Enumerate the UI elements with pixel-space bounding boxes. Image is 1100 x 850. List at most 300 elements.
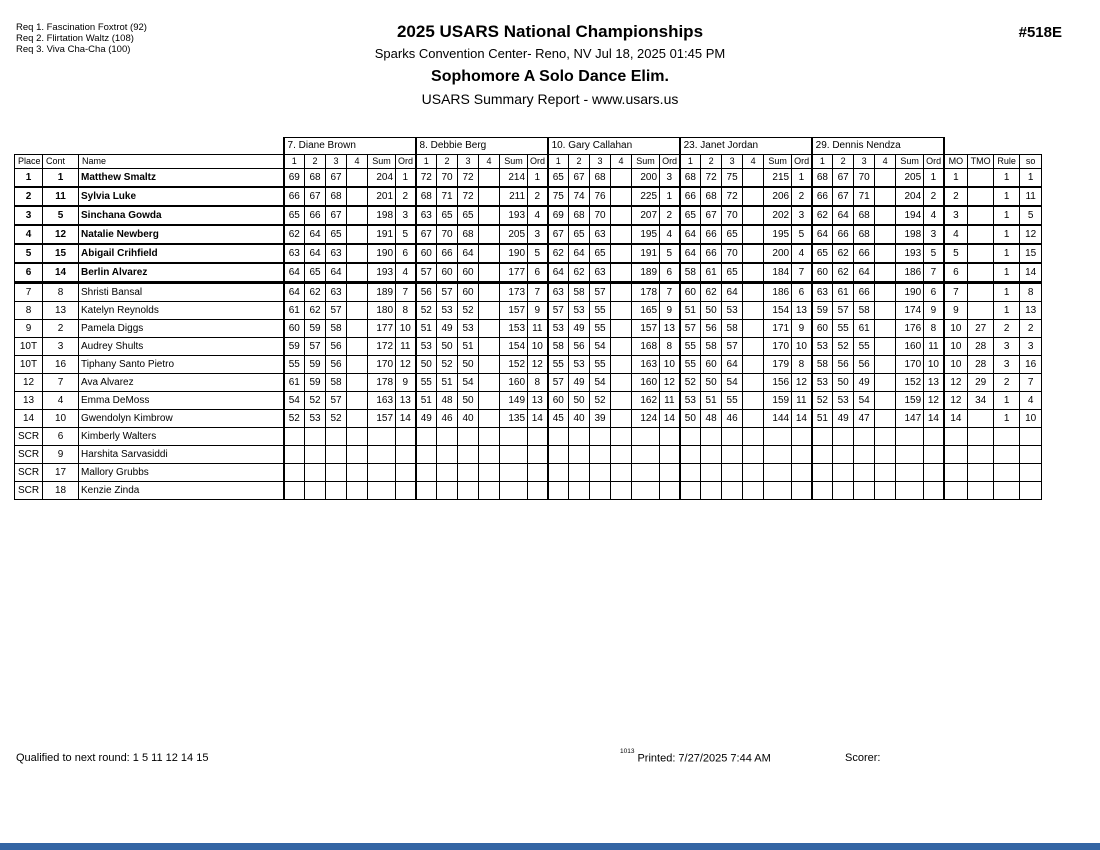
ordinal-cell [924, 464, 944, 482]
score-cell [416, 482, 437, 500]
ordinal-cell: 6 [792, 283, 812, 302]
score-cell: 58 [548, 338, 569, 356]
sum-cell: 152 [896, 374, 924, 392]
score-cell: 70 [437, 225, 458, 244]
sum-cell: 201 [368, 187, 396, 206]
score-cell [347, 374, 368, 392]
score-cell [548, 482, 569, 500]
skater-name-cell: Natalie Newberg [79, 225, 284, 244]
result-row [15, 263, 1042, 283]
ordinal-cell: 9 [528, 302, 548, 320]
place-cell: 6 [15, 263, 43, 283]
sum-cell: 172 [368, 338, 396, 356]
tmo-cell [968, 263, 994, 283]
tmo-cell [968, 446, 994, 464]
ordinal-cell [660, 464, 680, 482]
rule-cell: 1 [994, 206, 1020, 225]
score-cell: 72 [458, 187, 479, 206]
score-cell: 68 [458, 225, 479, 244]
event-title: Sophomore A Solo Dance Elim. [431, 68, 669, 85]
score-cell: 67 [569, 169, 590, 188]
score-cell [743, 169, 764, 188]
rule-cell: 1 [994, 225, 1020, 244]
score-cell [284, 428, 305, 446]
mo-cell: 12 [944, 374, 968, 392]
sum-cell: 144 [764, 410, 792, 428]
so-cell: 11 [1020, 187, 1042, 206]
score-cell [722, 482, 743, 500]
score-cell: 53 [569, 302, 590, 320]
mo-cell [944, 482, 968, 500]
score-cell [875, 320, 896, 338]
score-cell [347, 283, 368, 302]
sum-cell: 177 [500, 263, 528, 283]
score-cell: 55 [284, 356, 305, 374]
ordinal-cell [792, 446, 812, 464]
score-cell: 64 [854, 263, 875, 283]
report-subtitle: USARS Summary Report - www.usars.us [421, 91, 679, 107]
skater-name-cell: Sylvia Luke [79, 187, 284, 206]
sum-cell: 177 [368, 320, 396, 338]
score-cell [437, 464, 458, 482]
sum-cell: 191 [632, 244, 660, 263]
score-cell [326, 482, 347, 500]
score-cell: 67 [833, 169, 854, 188]
score-cell: 64 [680, 244, 701, 263]
score-cell [743, 446, 764, 464]
score-cell [875, 302, 896, 320]
ordinal-cell: 13 [924, 374, 944, 392]
score-cell: 55 [833, 320, 854, 338]
score-cell: 60 [701, 356, 722, 374]
score-cell [458, 482, 479, 500]
score-cell [854, 464, 875, 482]
sum-cell: 153 [500, 320, 528, 338]
ordinal-cell: 13 [660, 320, 680, 338]
ordinal-cell [792, 428, 812, 446]
score-cell: 56 [326, 338, 347, 356]
score-cell: 46 [722, 410, 743, 428]
score-cell: 70 [854, 169, 875, 188]
place-cell: 1 [15, 169, 43, 188]
skater-name-cell: Katelyn Reynolds [79, 302, 284, 320]
sum-cell: 174 [896, 302, 924, 320]
score-cell: 64 [326, 263, 347, 283]
score-cell [743, 320, 764, 338]
sum-cell: 124 [632, 410, 660, 428]
skater-name-cell: Mallory Grubbs [79, 464, 284, 482]
so-cell: 1 [1020, 169, 1042, 188]
sum-cell [764, 446, 792, 464]
rule-cell: 2 [994, 374, 1020, 392]
sum-cell: 160 [896, 338, 924, 356]
so-cell [1020, 446, 1042, 464]
sum-cell: 184 [764, 263, 792, 283]
ordinal-cell [396, 428, 416, 446]
column-header-row [15, 155, 1042, 169]
contestant-number-cell: 1 [43, 169, 79, 188]
score-cell: 68 [854, 225, 875, 244]
skater-name-cell: Pamela Diggs [79, 320, 284, 338]
score-cell [326, 464, 347, 482]
place-cell: 5 [15, 244, 43, 263]
score-cell [479, 392, 500, 410]
score-cell: 68 [812, 169, 833, 188]
tmo-cell: 29 [968, 374, 994, 392]
score-cell [812, 482, 833, 500]
scorer-label: Scorer: [845, 752, 881, 764]
score-cell [722, 446, 743, 464]
so-cell [1020, 428, 1042, 446]
score-cell [437, 446, 458, 464]
ordinal-cell: 11 [660, 392, 680, 410]
mo-cell: 10 [944, 356, 968, 374]
ordinal-cell: 14 [660, 410, 680, 428]
rule-cell: 1 [994, 283, 1020, 302]
ordinal-cell [528, 446, 548, 464]
sum-cell: 194 [896, 206, 924, 225]
rule-cell [994, 428, 1020, 446]
score-cell: 75 [722, 169, 743, 188]
sum-cell [764, 482, 792, 500]
mo-cell: 5 [944, 244, 968, 263]
score-cell: 65 [437, 206, 458, 225]
score-cell: 50 [701, 302, 722, 320]
score-cell [284, 482, 305, 500]
sum-cell: 179 [764, 356, 792, 374]
score-cell: 48 [701, 410, 722, 428]
score-cell [458, 446, 479, 464]
sum-cell: 189 [632, 263, 660, 283]
judge-subheader-3: 3 [458, 155, 479, 169]
ordinal-cell: 9 [396, 374, 416, 392]
score-cell: 66 [812, 187, 833, 206]
sum-cell [896, 428, 924, 446]
score-cell: 65 [284, 206, 305, 225]
sum-cell: 193 [500, 206, 528, 225]
score-cell [611, 225, 632, 244]
tmo-cell [968, 187, 994, 206]
contestant-number-cell: 11 [43, 187, 79, 206]
score-cell: 60 [812, 263, 833, 283]
sum-cell: 168 [632, 338, 660, 356]
so-cell: 3 [1020, 338, 1042, 356]
score-cell: 53 [416, 338, 437, 356]
skater-name-cell: Ava Alvarez [79, 374, 284, 392]
championship-title: 2025 USARS National Championships [396, 22, 704, 41]
score-cell: 58 [722, 320, 743, 338]
sum-cell: 206 [764, 187, 792, 206]
score-cell: 51 [812, 410, 833, 428]
score-cell: 64 [722, 356, 743, 374]
score-cell [611, 482, 632, 500]
judge-subheader-1: 1 [284, 155, 305, 169]
score-cell: 54 [590, 338, 611, 356]
result-row [15, 374, 1042, 392]
judge-subheader-1: 1 [680, 155, 701, 169]
score-cell: 57 [305, 338, 326, 356]
sum-cell: 207 [632, 206, 660, 225]
sum-cell: 200 [764, 244, 792, 263]
sum-cell [896, 446, 924, 464]
score-cell [743, 374, 764, 392]
score-cell: 65 [590, 244, 611, 263]
sum-cell: 204 [896, 187, 924, 206]
score-cell: 63 [548, 283, 569, 302]
score-cell: 51 [437, 374, 458, 392]
score-cell: 49 [416, 410, 437, 428]
sum-cell: 198 [896, 225, 924, 244]
score-cell [284, 464, 305, 482]
rule-cell: 1 [994, 169, 1020, 188]
score-cell: 68 [416, 187, 437, 206]
score-cell: 55 [590, 356, 611, 374]
column-header-so: so [1020, 155, 1042, 169]
judge-header-row [15, 138, 1042, 155]
score-cell: 70 [722, 206, 743, 225]
score-cell: 49 [437, 320, 458, 338]
sum-cell [500, 446, 528, 464]
judge-subheader-sum: Sum [500, 155, 528, 169]
score-cell: 58 [812, 356, 833, 374]
contestant-number-cell: 5 [43, 206, 79, 225]
printed-line [620, 748, 771, 765]
place-cell: 12 [15, 374, 43, 392]
sum-cell [368, 464, 396, 482]
sum-cell: 147 [896, 410, 924, 428]
result-row [15, 187, 1042, 206]
score-cell [833, 482, 854, 500]
score-cell [437, 482, 458, 500]
ordinal-cell: 2 [924, 187, 944, 206]
sum-cell: 191 [368, 225, 396, 244]
score-cell [743, 187, 764, 206]
score-cell: 65 [680, 206, 701, 225]
place-cell: 9 [15, 320, 43, 338]
score-cell [479, 356, 500, 374]
sum-cell: 157 [500, 302, 528, 320]
sum-cell: 170 [896, 356, 924, 374]
contestant-number-cell: 2 [43, 320, 79, 338]
skater-name-cell: Matthew Smaltz [79, 169, 284, 188]
judge-subheader-2: 2 [305, 155, 326, 169]
rule-cell: 1 [994, 302, 1020, 320]
sum-cell: 178 [368, 374, 396, 392]
column-header-cont: Cont [43, 155, 79, 169]
score-cell [875, 338, 896, 356]
judge-subheader-ord: Ord [396, 155, 416, 169]
score-cell: 67 [326, 169, 347, 188]
ordinal-cell: 1 [660, 187, 680, 206]
score-cell: 45 [548, 410, 569, 428]
score-cell: 50 [569, 392, 590, 410]
score-cell: 64 [458, 244, 479, 263]
req-line-3: Req 3. Viva Cha-Cha (100) [16, 44, 131, 55]
score-cell [479, 464, 500, 482]
score-cell [569, 428, 590, 446]
score-cell: 55 [590, 320, 611, 338]
sum-cell: 190 [896, 283, 924, 302]
ordinal-cell [924, 446, 944, 464]
score-cell: 49 [569, 320, 590, 338]
score-cell: 69 [548, 206, 569, 225]
score-cell [611, 206, 632, 225]
sum-cell [896, 482, 924, 500]
sum-cell [368, 482, 396, 500]
skater-name-cell: Tiphany Santo Pietro [79, 356, 284, 374]
footnote-mark: 1013 [620, 748, 635, 755]
score-cell: 53 [569, 356, 590, 374]
sum-cell: 170 [368, 356, 396, 374]
judge-name: 10. Gary Callahan [548, 138, 680, 155]
contestant-number-cell: 17 [43, 464, 79, 482]
sum-cell: 193 [368, 263, 396, 283]
tmo-cell [968, 428, 994, 446]
sum-cell: 225 [632, 187, 660, 206]
score-cell: 63 [326, 244, 347, 263]
score-cell [833, 428, 854, 446]
score-cell: 66 [701, 244, 722, 263]
ordinal-cell: 8 [792, 356, 812, 374]
score-cell [611, 446, 632, 464]
score-cell: 57 [326, 392, 347, 410]
sum-cell: 204 [368, 169, 396, 188]
so-cell [1020, 482, 1042, 500]
score-cell [875, 428, 896, 446]
tmo-cell [968, 283, 994, 302]
score-cell: 61 [833, 283, 854, 302]
score-cell [875, 410, 896, 428]
score-cell: 57 [548, 302, 569, 320]
ordinal-cell: 7 [660, 283, 680, 302]
ordinal-cell: 13 [396, 392, 416, 410]
score-cell [875, 244, 896, 263]
score-cell: 57 [833, 302, 854, 320]
contestant-number-cell: 16 [43, 356, 79, 374]
score-cell [479, 428, 500, 446]
skater-name-cell: Audrey Shults [79, 338, 284, 356]
score-cell: 59 [305, 356, 326, 374]
score-cell: 46 [437, 410, 458, 428]
score-cell: 63 [284, 244, 305, 263]
sum-cell: 154 [500, 338, 528, 356]
score-cell: 72 [416, 169, 437, 188]
sum-cell [500, 464, 528, 482]
ordinal-cell: 12 [792, 374, 812, 392]
score-cell: 66 [701, 225, 722, 244]
score-cell: 52 [416, 302, 437, 320]
so-cell: 2 [1020, 320, 1042, 338]
score-cell [479, 374, 500, 392]
mo-cell [944, 446, 968, 464]
ordinal-cell: 4 [528, 206, 548, 225]
score-cell: 72 [458, 169, 479, 188]
score-cell [743, 302, 764, 320]
so-cell [1020, 464, 1042, 482]
score-cell [611, 356, 632, 374]
score-cell [347, 410, 368, 428]
rule-cell: 3 [994, 356, 1020, 374]
sum-cell: 186 [896, 263, 924, 283]
mo-cell: 10 [944, 338, 968, 356]
score-cell [611, 244, 632, 263]
score-cell [590, 428, 611, 446]
mo-cell: 4 [944, 225, 968, 244]
score-cell: 67 [305, 187, 326, 206]
score-cell [437, 428, 458, 446]
contestant-number-cell: 18 [43, 482, 79, 500]
score-cell [479, 225, 500, 244]
ordinal-cell: 7 [924, 263, 944, 283]
score-cell [743, 392, 764, 410]
sum-cell [368, 446, 396, 464]
sum-cell: 157 [632, 320, 660, 338]
score-cell [479, 244, 500, 263]
score-cell: 52 [833, 338, 854, 356]
score-cell [347, 169, 368, 188]
score-cell [590, 446, 611, 464]
score-cell: 70 [722, 244, 743, 263]
sum-cell [764, 428, 792, 446]
score-cell: 67 [833, 187, 854, 206]
ordinal-cell: 1 [528, 169, 548, 188]
skater-name-cell: Shristi Bansal [79, 283, 284, 302]
result-row [15, 206, 1042, 225]
place-cell: 14 [15, 410, 43, 428]
score-cell: 53 [722, 302, 743, 320]
score-cell: 55 [548, 356, 569, 374]
score-cell [479, 320, 500, 338]
ordinal-cell [660, 482, 680, 500]
tmo-cell [968, 206, 994, 225]
score-cell [416, 464, 437, 482]
score-cell [347, 428, 368, 446]
ordinal-cell: 5 [660, 244, 680, 263]
sum-cell [632, 428, 660, 446]
ordinal-cell: 3 [660, 169, 680, 188]
ordinal-cell: 10 [396, 320, 416, 338]
score-cell: 70 [590, 206, 611, 225]
sum-cell: 156 [764, 374, 792, 392]
so-cell: 7 [1020, 374, 1042, 392]
sum-cell [632, 464, 660, 482]
judge-subheader-ord: Ord [792, 155, 812, 169]
ordinal-cell: 9 [660, 302, 680, 320]
score-cell [479, 482, 500, 500]
so-cell: 13 [1020, 302, 1042, 320]
ordinal-cell: 14 [528, 410, 548, 428]
judge-name: 23. Janet Jordan [680, 138, 812, 155]
score-cell: 56 [569, 338, 590, 356]
ordinal-cell: 13 [528, 392, 548, 410]
sum-cell: 198 [368, 206, 396, 225]
score-cell [722, 428, 743, 446]
score-cell: 59 [305, 320, 326, 338]
score-cell: 68 [854, 206, 875, 225]
score-cell: 53 [812, 338, 833, 356]
score-cell: 62 [569, 263, 590, 283]
rule-cell: 1 [994, 392, 1020, 410]
score-cell [305, 446, 326, 464]
tmo-cell: 28 [968, 356, 994, 374]
score-cell: 68 [305, 169, 326, 188]
score-cell [458, 464, 479, 482]
score-cell [812, 428, 833, 446]
score-cell [743, 263, 764, 283]
score-cell [833, 464, 854, 482]
score-cell: 57 [548, 374, 569, 392]
score-cell: 75 [548, 187, 569, 206]
